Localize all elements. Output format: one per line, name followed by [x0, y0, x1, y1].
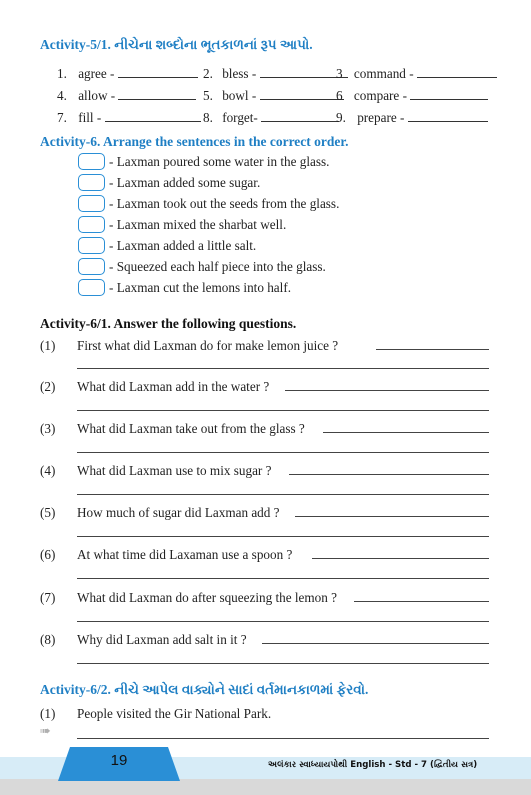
book-title: અલંકાર સ્વાધ્યાયપોથી English - Std - 7 (દ્વિતીય સત્ર): [268, 760, 478, 770]
item-number: 5.: [203, 88, 213, 103]
sentence-3: - Laxman took out the seeds from the glass.: [109, 196, 340, 211]
exercise-item: [336, 66, 497, 82]
item-number: 7.: [57, 110, 67, 125]
question-2: What did Laxman add in the water ?: [77, 379, 270, 394]
order-box[interactable]: [78, 153, 105, 170]
question-6: At what time did Laxaman use a spoon ?: [77, 547, 293, 562]
answer-line[interactable]: [77, 738, 489, 739]
question-number: (2): [40, 379, 56, 394]
exercise-item: [336, 110, 488, 126]
item-number: 1.: [57, 66, 67, 81]
answer-blank[interactable]: [410, 89, 488, 100]
answer-line[interactable]: [312, 558, 489, 559]
question-7: What did Laxman do after squeezing the lemon ?: [77, 590, 337, 605]
exercise-item: [203, 88, 344, 104]
question-number: (1): [40, 706, 56, 721]
answer-line[interactable]: [323, 432, 489, 433]
item-word: compare -: [353, 88, 407, 103]
order-box[interactable]: [78, 174, 105, 191]
exercise-item: [203, 66, 348, 82]
question-4: What did Laxman use to mix sugar ?: [77, 463, 272, 478]
answer-blank[interactable]: [417, 67, 497, 78]
item-number: 6: [336, 88, 343, 103]
answer-blank[interactable]: [118, 67, 198, 78]
question-number: (5): [40, 505, 56, 520]
answer-line[interactable]: [77, 410, 489, 411]
activity-5-1-title: Activity-5/1. નીચેના શબ્દોના ભૂતકાળનાં રૂપ આપો.: [40, 37, 313, 52]
question-number: (7): [40, 590, 56, 605]
answer-line[interactable]: [295, 516, 489, 517]
item-word: allow -: [78, 88, 116, 103]
order-box[interactable]: [78, 258, 105, 275]
item-number: 2.: [203, 66, 213, 81]
question-8: Why did Laxman add salt in it ?: [77, 632, 247, 647]
item-word: bless -: [222, 66, 257, 81]
answer-blank[interactable]: [260, 67, 348, 78]
activity-6-1-title: Activity-6/1. Answer the following questions.: [40, 316, 297, 331]
question-number: (8): [40, 632, 56, 647]
exercise-item: [203, 110, 339, 126]
exercise-row-3: [57, 110, 201, 126]
answer-line[interactable]: [354, 601, 489, 602]
item-number: 3: [336, 66, 343, 81]
arrow-icon: ➠: [40, 724, 51, 739]
item-word: bowl -: [222, 88, 257, 103]
order-box[interactable]: [78, 195, 105, 212]
order-box[interactable]: [78, 237, 105, 254]
item-word: agree -: [78, 66, 115, 81]
answer-blank[interactable]: [118, 89, 196, 100]
sentence-to-convert: People visited the Gir National Park.: [77, 706, 272, 721]
item-word: command -: [353, 66, 414, 81]
sentence-6: - Squeezed each half piece into the glass.: [109, 259, 326, 274]
question-number: (6): [40, 547, 56, 562]
item-number: 8.: [203, 110, 213, 125]
answer-line[interactable]: [77, 536, 489, 537]
activity-6-title: Activity-6. Arrange the sentences in the correct order.: [40, 134, 349, 149]
exercise-item: [336, 88, 488, 104]
answer-line[interactable]: [77, 452, 489, 453]
item-number: 4.: [57, 88, 67, 103]
answer-line[interactable]: [289, 474, 489, 475]
answer-blank[interactable]: [261, 111, 339, 122]
answer-line[interactable]: [285, 390, 489, 391]
question-number: (4): [40, 463, 56, 478]
answer-blank[interactable]: [408, 111, 488, 122]
exercise-row-1: [57, 66, 198, 82]
sentence-7: - Laxman cut the lemons into half.: [109, 280, 292, 295]
order-box[interactable]: [78, 279, 105, 296]
answer-line[interactable]: [77, 578, 489, 579]
sentence-5: - Laxman added a little salt.: [109, 238, 257, 253]
answer-line[interactable]: [262, 643, 489, 644]
item-number: 9.: [336, 110, 346, 125]
item-word: forget-: [222, 110, 258, 125]
question-number: (3): [40, 421, 56, 436]
question-3: What did Laxman take out from the glass ?: [77, 421, 305, 436]
answer-line[interactable]: [77, 621, 489, 622]
page-number: 19: [110, 752, 128, 769]
question-number: (1): [40, 338, 56, 353]
item-word: prepare -: [357, 110, 405, 125]
answer-line[interactable]: [77, 494, 489, 495]
order-box[interactable]: [78, 216, 105, 233]
exercise-row-2: [57, 88, 196, 104]
item-word: fill -: [78, 110, 102, 125]
question-1: First what did Laxman do for make lemon juice ?: [77, 338, 339, 353]
question-5: How much of sugar did Laxman add ?: [77, 505, 280, 520]
answer-blank[interactable]: [105, 111, 201, 122]
answer-line[interactable]: [77, 663, 489, 664]
activity-6-2-title: Activity-6/2. નીચે આપેલ વાક્યોને સાદાં વર્તમાનકાળમાં ફેરવો.: [40, 682, 369, 697]
answer-line[interactable]: [77, 368, 489, 369]
sentence-4: - Laxman mixed the sharbat well.: [109, 217, 287, 232]
footer-base: [0, 779, 531, 795]
answer-line[interactable]: [376, 349, 489, 350]
sentence-2: - Laxman added some sugar.: [109, 175, 261, 190]
answer-blank[interactable]: [260, 89, 344, 100]
sentence-1: - Laxman poured some water in the glass.: [109, 154, 330, 169]
